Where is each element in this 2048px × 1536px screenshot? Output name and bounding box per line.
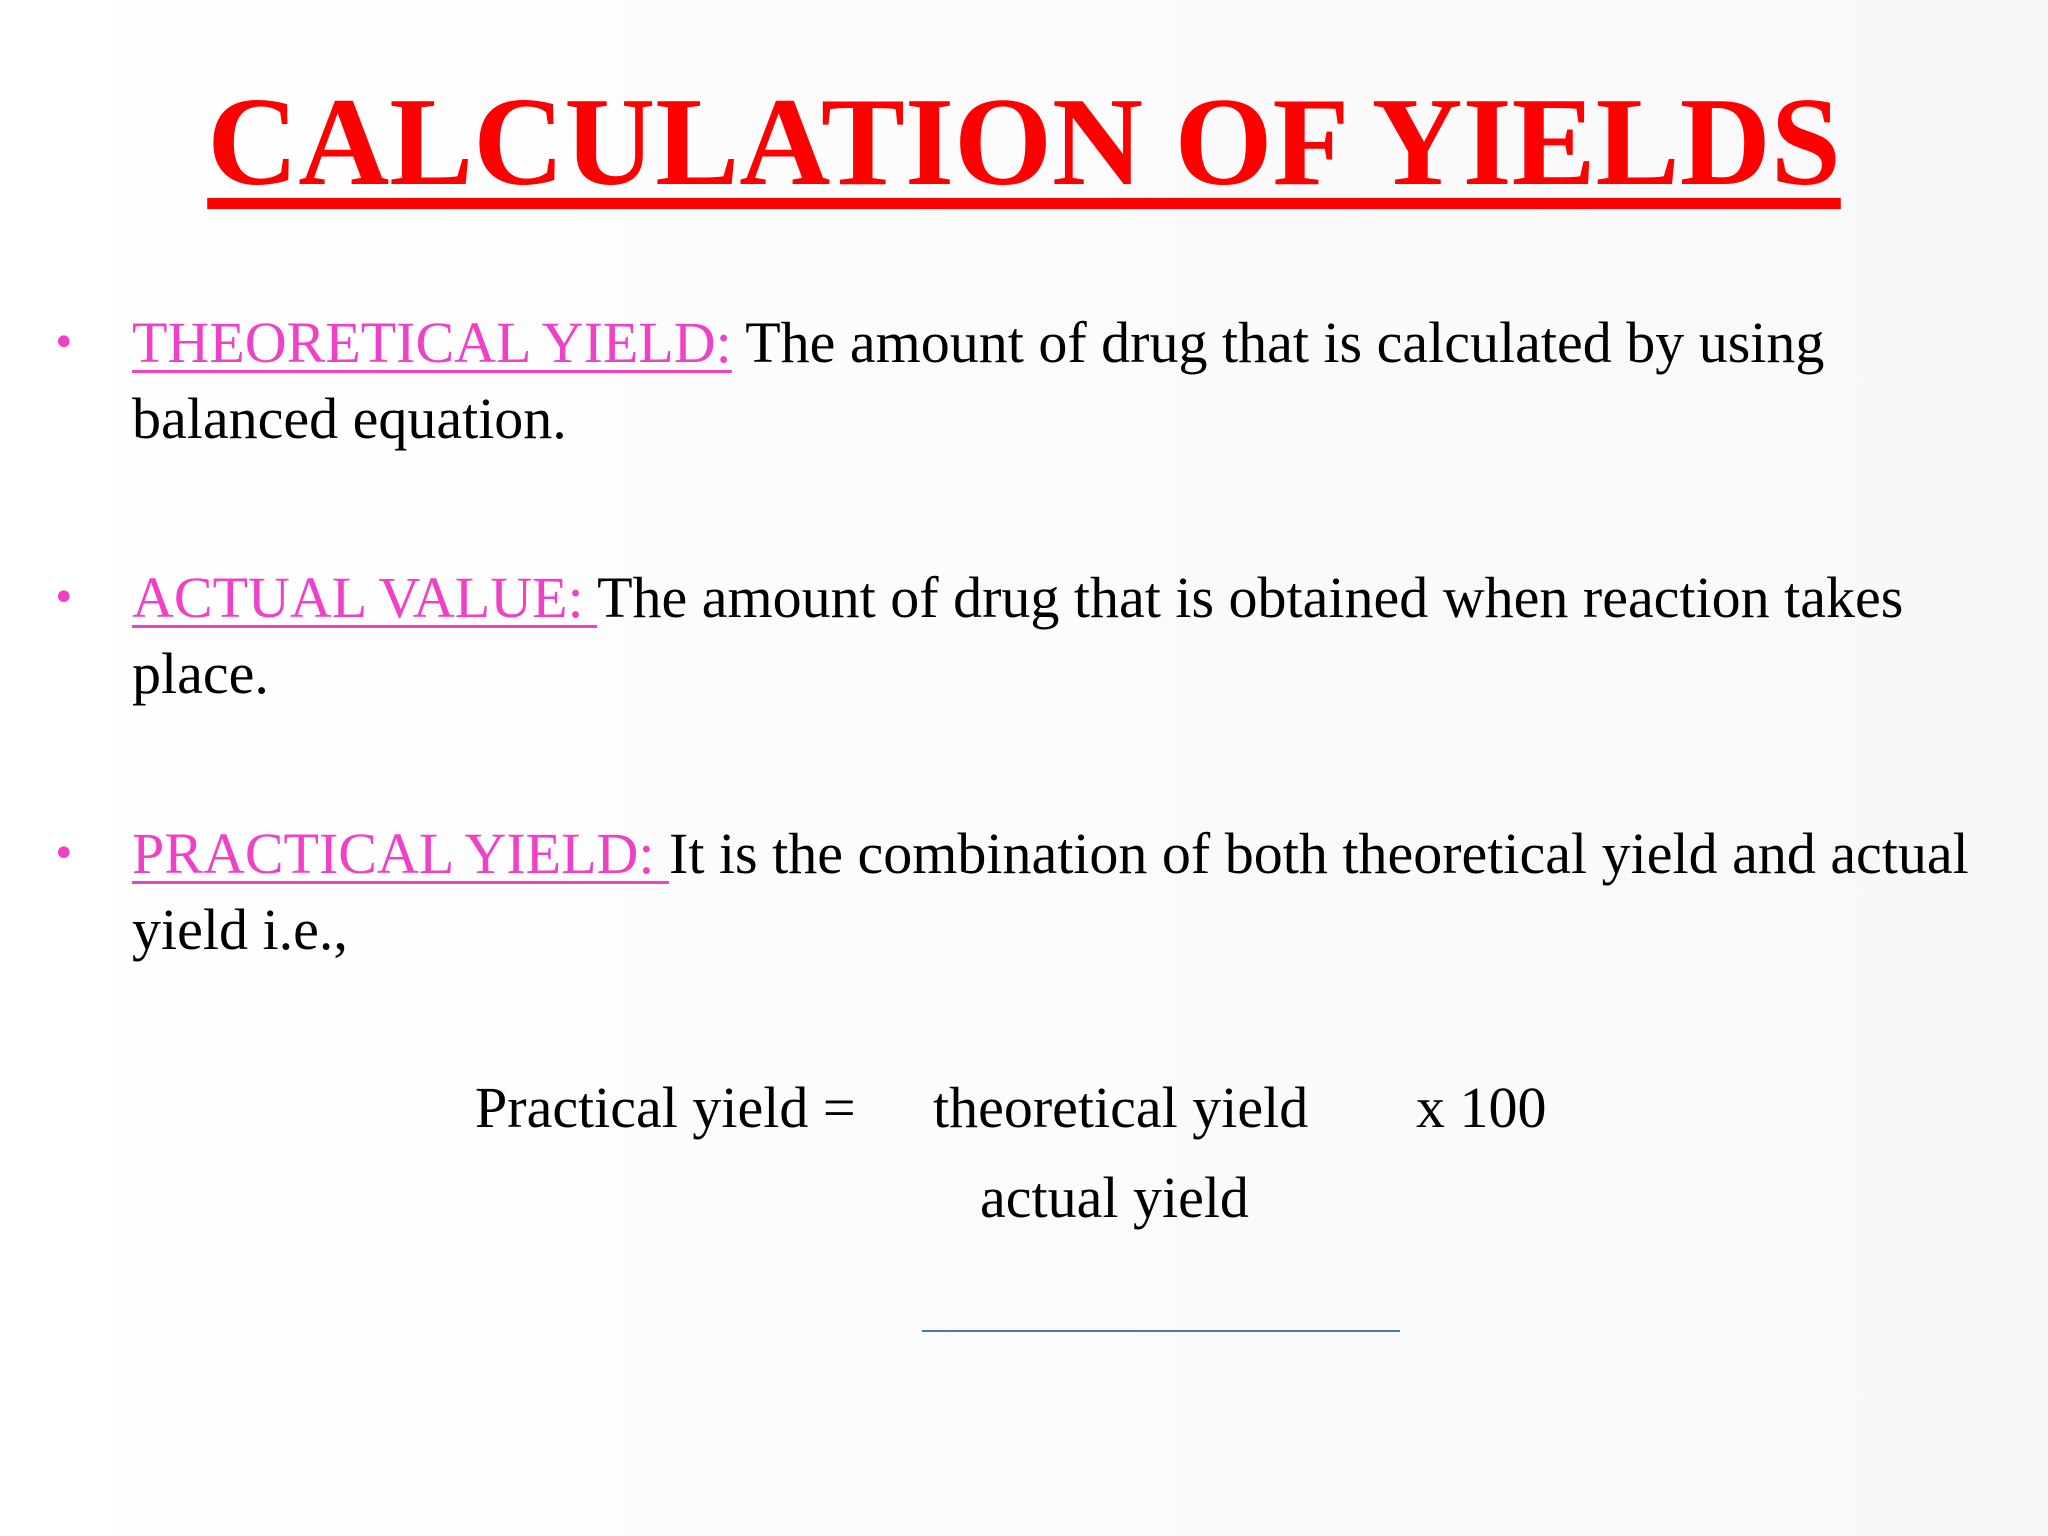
bullet-description: The amount of drug that is obtained when reaction takes place. [132,565,1904,706]
bullet-dot-icon: • [52,831,76,877]
bullet-dot-icon: • [52,575,76,621]
formula-lhs: Practical yield = [475,1075,856,1140]
bullet-term: PRACTICAL YIELD: [132,821,670,886]
bullet-term: THEORETICAL YIELD: [132,310,732,375]
bullet-term: ACTUAL VALUE: [132,565,598,630]
slide-title [0,68,2048,218]
bullet-description: The amount of drug that is calculated by using balanced equation. [132,310,1825,451]
bullet-text [132,305,2022,457]
slide-title-text: CALCULATION OF YIELDS [207,73,1841,212]
fraction-line [922,1330,1400,1332]
bullet-text [132,816,2022,968]
formula-denominator: actual yield [980,1165,1249,1230]
bullet-description: It is the combination of both theoretical yield and actual yield i.e., [132,821,1969,962]
bullet-text [132,560,2022,712]
bullet-dot-icon: • [52,320,76,366]
formula-multiplier: x 100 [1416,1075,1547,1140]
formula-numerator: theoretical yield [933,1075,1309,1140]
